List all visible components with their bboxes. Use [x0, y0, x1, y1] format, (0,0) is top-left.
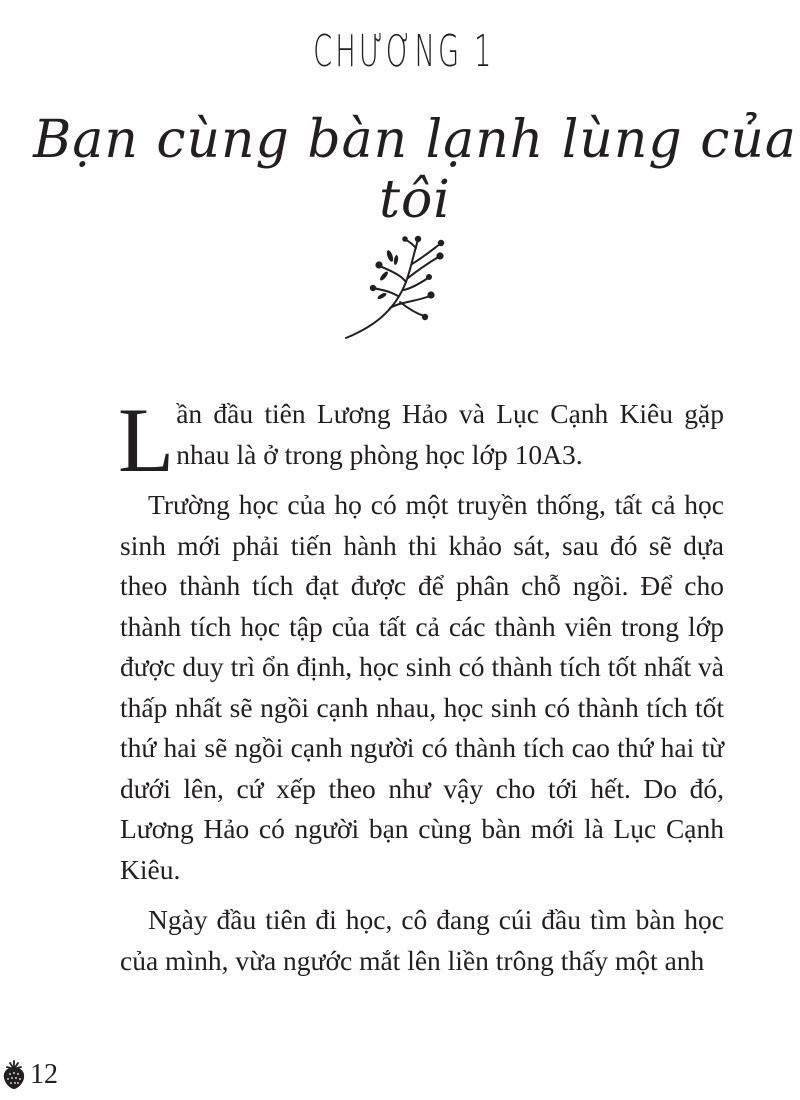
page-number: 12: [30, 1059, 58, 1090]
page-footer: [2, 1058, 58, 1092]
drop-cap: L: [118, 389, 175, 491]
floral-sprig-icon: [340, 230, 455, 345]
paragraph-1: [118, 389, 724, 491]
chapter-title: Bạn cùng bàn lạnh lùng của tôi: [33, 110, 797, 230]
body-text: [118, 389, 724, 991]
strawberry-icon: [2, 1060, 26, 1090]
paragraph-1-text: ần đầu tiên Lương Hảo và Lục Cạnh Kiêu gặp nhau là ở trong phòng học lớp 10A3.: [176, 398, 724, 470]
chapter-label: CHƯƠNG 1: [313, 26, 495, 77]
paragraph-2: Trường học của họ có một truyền thống, tất cả học sinh mới phải tiến hành thi khảo sát, sau đó sẽ dựa theo thành tích đạt được để phân chỗ ngồi. Để cho thành tích học tập của tất cả các thành viên trong lớp được duy trì ổn định, học sinh có thành tích tốt nhất và thấp nhất sẽ ngồi cạnh nhau, học sinh có thành tích tốt thứ hai sẽ ngồi cạnh người có thành tích cao thứ hai từ dưới lên, cứ xếp theo như vậy cho tới hết. Do đó, Lương Hảo có người bạn cùng bàn mới là Lục Cạnh Kiêu.: [120, 489, 724, 885]
paragraph-3: Ngày đầu tiên đi học, cô đang cúi đầu tìm bàn học của mình, vừa ngước mắt lên liền trông thấy một anh: [120, 904, 724, 976]
